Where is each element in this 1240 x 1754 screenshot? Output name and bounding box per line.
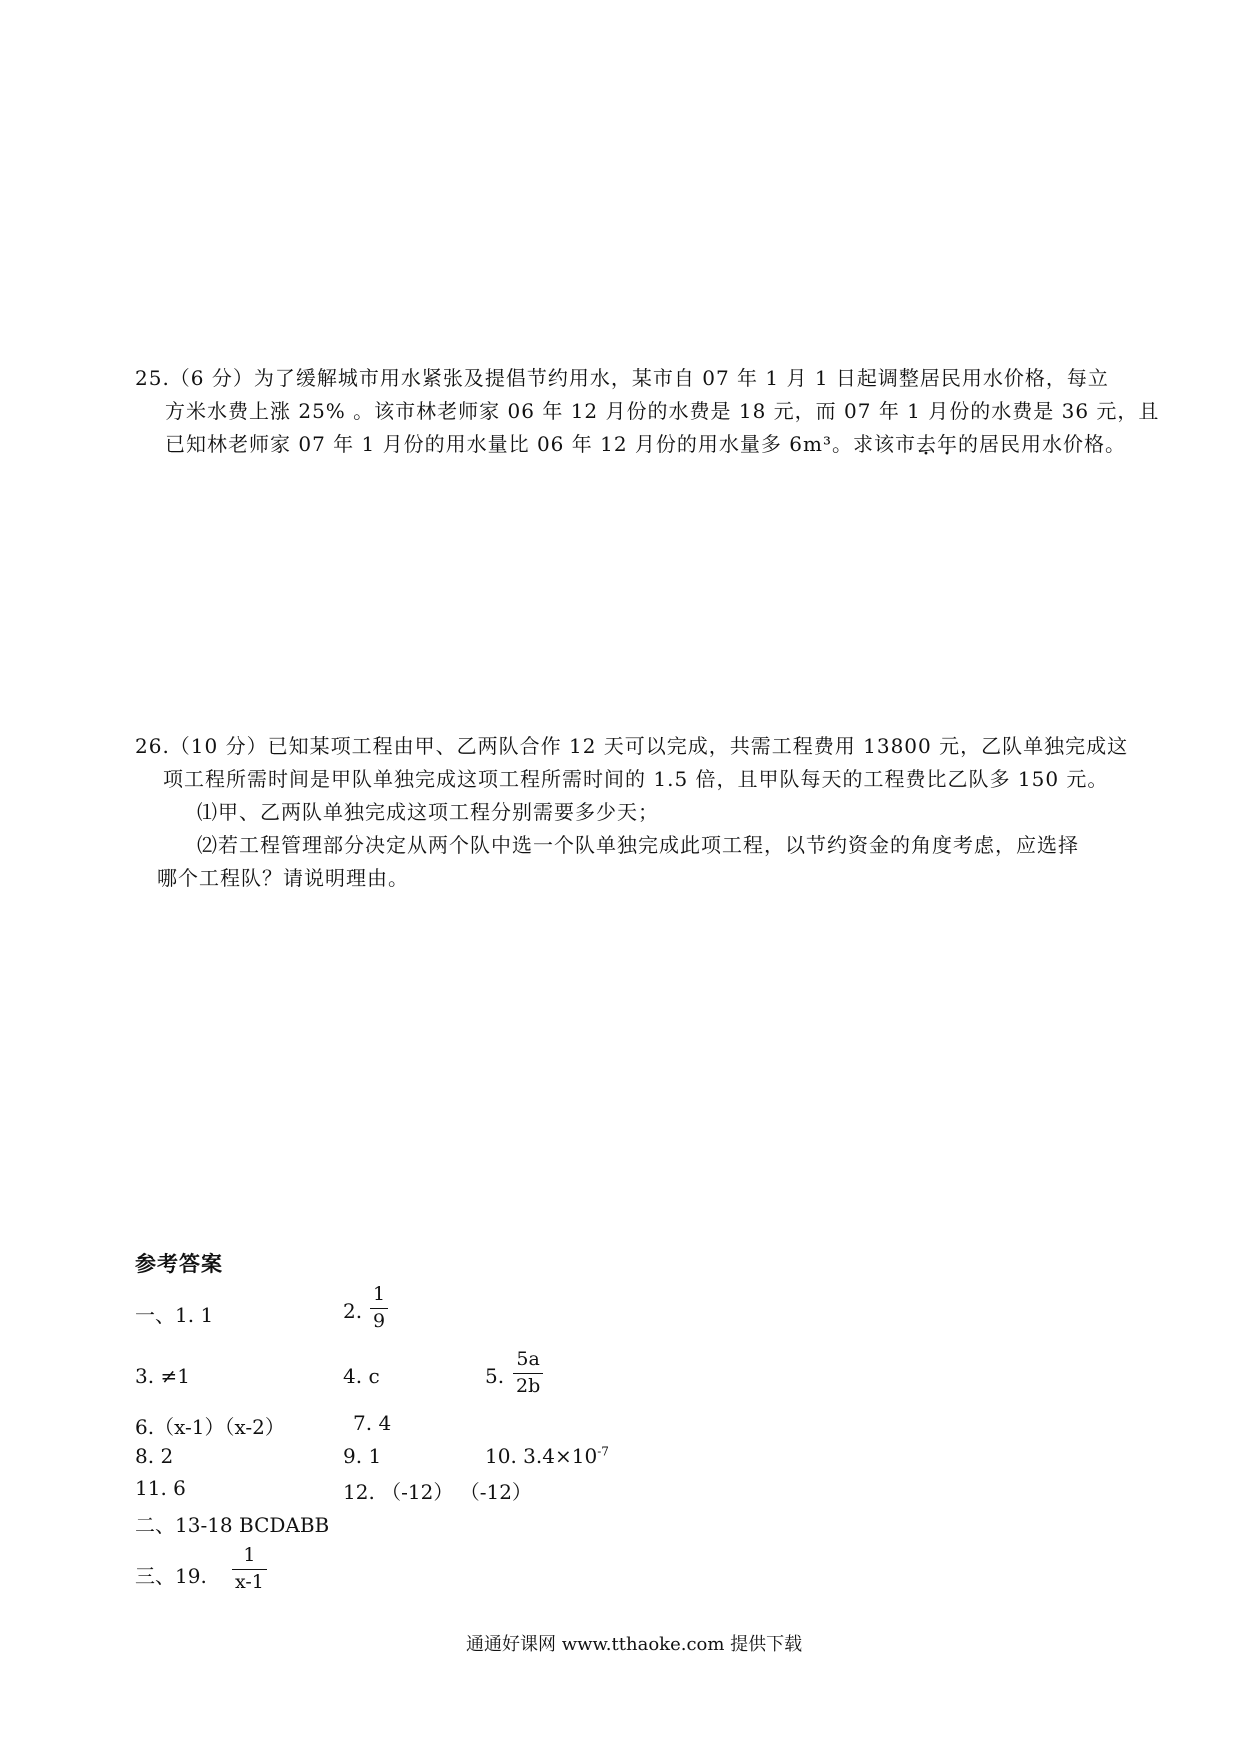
answer-8: 8. 2: [135, 1444, 174, 1468]
q25-line-3: [165, 428, 1126, 457]
q26-sub-2: ⑵若工程管理部分决定从两个队中选一个队单独完成此项工程，以节约资金的角度考虑，应选择: [197, 833, 1079, 857]
answer-10-exponent: -7: [597, 1444, 609, 1459]
answer-11: 11. 6: [135, 1476, 186, 1500]
answers-title: 参考答案: [135, 1251, 223, 1276]
answer-3: 3. ≠1: [135, 1364, 190, 1388]
q25-line-3-text: 已知林老师家 07 年 1 月份的用水量比 06 年 12 月份的用水量多 6m³。求该市: [165, 432, 916, 456]
answer-19-fraction: [232, 1545, 267, 1594]
q26-line-1: 26.（10 分）已知某项工程由甲、乙两队合作 12 天可以完成，共需工程费用 13800 元，乙队单独完成这: [135, 734, 1129, 758]
answer-5-denominator: 2b: [516, 1374, 541, 1397]
answer-5-fraction: [513, 1349, 543, 1398]
answer-19-label: 三、19.: [135, 1564, 207, 1588]
q25-line-3-tail: 的居民用水价格。: [958, 432, 1126, 456]
answer-9: 9. 1: [343, 1444, 382, 1468]
answer-4: 4. c: [343, 1364, 380, 1388]
answer-5-label: 5.: [485, 1364, 505, 1388]
answer-7: 7. 4: [353, 1411, 392, 1435]
answer-10-base: 10. 3.4×10: [485, 1444, 598, 1468]
emphasis-char-2: 年: [937, 432, 958, 456]
q26-sub-1: ⑴甲、乙两队单独完成这项工程分别需要多少天；: [197, 800, 659, 824]
answer-1: 一、1. 1: [135, 1303, 214, 1327]
q25-line-2: 方米水费上涨 25% 。该市林老师家 06 年 12 月份的水费是 18 元，而 07 年 1 月份的水费是 36 元，且: [165, 399, 1160, 423]
answer-19-numerator: 1: [243, 1544, 256, 1566]
q26-sub-2-cont: 哪个工程队？请说明理由。: [157, 866, 409, 890]
q26-line-2: 项工程所需时间是甲队单独完成这项工程所需时间的 1.5 倍，且甲队每天的工程费比乙队多 150 元。: [163, 767, 1109, 791]
emphasis-char-1: 去: [916, 432, 937, 456]
answer-5-numerator: 5a: [516, 1348, 540, 1370]
answer-19-denominator: x-1: [235, 1570, 264, 1593]
q25-line-1: 25.（6 分）为了缓解城市用水紧张及提倡节约用水，某市自 07 年 1 月 1 日起调整居民用水价格，每立: [135, 366, 1109, 390]
answer-13-18: 二、13-18 BCDABB: [135, 1513, 330, 1537]
answer-10: [485, 1444, 609, 1468]
answer-6: 6.（x-1）（x-2）: [135, 1415, 285, 1439]
answer-2-label: 2.: [343, 1299, 363, 1323]
answer-2-numerator: 1: [373, 1283, 386, 1305]
answer-2-denominator: 9: [373, 1309, 386, 1332]
answer-12: 12. （-12） （-12）: [343, 1480, 532, 1504]
page-footer: 通通好课网 www.tthaoke.com 提供下载: [466, 1634, 803, 1655]
answer-2-fraction: [370, 1284, 388, 1333]
